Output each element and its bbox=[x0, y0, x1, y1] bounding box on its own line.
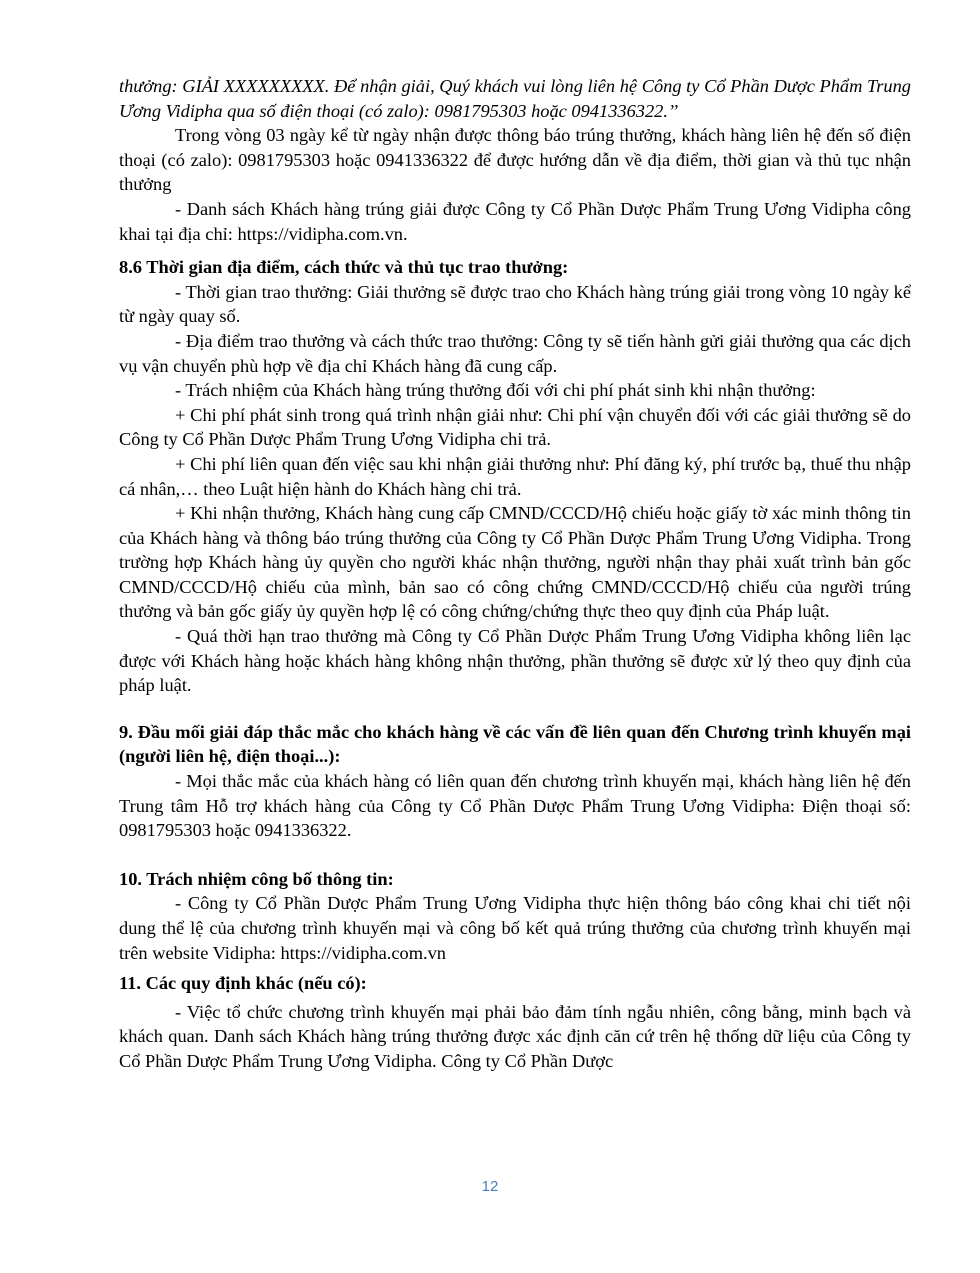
paragraph: - Địa điểm trao thưởng và cách thức trao thưởng: Công ty sẽ tiến hành gửi giải thưởng qua các dịch vụ vận chuyển phù hợp về địa chỉ Khách hàng đã cung cấp. bbox=[119, 330, 911, 376]
section-heading-8-6: 8.6 Thời gian địa điểm, cách thức và thủ tục trao thưởng: bbox=[119, 257, 569, 278]
paragraph: - Việc tổ chức chương trình khuyến mại phải bảo đảm tính ngẫu nhiên, công bằng, minh bạch và khách quan. Danh sách Khách hàng trúng thưởng được xác định căn cứ trên hệ thống dữ liệu của Công ty Cổ Phần Dược Phẩm Trung Ương Vidipha. Công ty Cổ Phần Dược bbox=[119, 1001, 911, 1071]
paragraph: + Khi nhận thưởng, Khách hàng cung cấp CMND/CCCD/Hộ chiếu hoặc giấy tờ xác minh thông tin của Khách hàng và thông báo trúng thưởng của Công ty Cổ Phần Dược Phẩm Trung Ương Vidipha. Trong trường hợp Khách hàng ủy quyền cho người khác nhận thưởng, người nhận thay phải xuất trình bản gốc CMND/CCCD/Hộ chiếu của mình, bản sao có công chứng CMND/CCCD/Hộ chiếu của người trúng thưởng và bản gốc giấy ủy quyền hợp lệ có công chứng/chứng thực theo quy định của Pháp luật. bbox=[119, 503, 911, 622]
page-content bbox=[119, 74, 911, 1074]
section-heading-11: 11. Các quy định khác (nếu có): bbox=[119, 973, 367, 994]
paragraph: + Chi phí phát sinh trong quá trình nhận giải như: Chi phí vận chuyển đối với các giải thưởng sẽ do Công ty Cổ Phần Dược Phẩm Trung Ương Vidipha chi trả. bbox=[119, 404, 911, 450]
paragraph: - Danh sách Khách hàng trúng giải được Công ty Cổ Phần Dược Phẩm Trung Ương Vidipha công khai tại địa chỉ: https://vidipha.com.vn. bbox=[119, 198, 911, 244]
paragraph: + Chi phí liên quan đến việc sau khi nhận giải thưởng như: Phí đăng ký, phí trước bạ, thuế thu nhập cá nhân,… theo Luật hiện hành do Khách hàng chi trả. bbox=[119, 453, 911, 499]
paragraph: - Công ty Cổ Phần Dược Phẩm Trung Ương Vidipha thực hiện thông báo công khai chi tiết nội dung thể lệ của chương trình khuyến mại và công bố kết quả trúng thưởng của chương trình khuyến mại trên website Vidipha: https://vidipha.com.vn bbox=[119, 893, 911, 963]
paragraph: - Thời gian trao thưởng: Giải thưởng sẽ được trao cho Khách hàng trúng giải trong vòng 10 ngày kể từ ngày quay số. bbox=[119, 281, 911, 327]
section-heading-9: 9. Đầu mối giải đáp thắc mắc cho khách hàng về các vấn đề liên quan đến Chương trình khuyến mại (người liên hệ, điện thoại...): bbox=[119, 721, 911, 767]
section-heading-10: 10. Trách nhiệm công bố thông tin: bbox=[119, 868, 394, 889]
prize-notice-quote: thưởng: GIẢI XXXXXXXXX. Để nhận giải, Quý khách vui lòng liên hệ Công ty Cổ Phần Dược Phẩm Trung Ương Vidipha qua số điện thoại (có zalo): 0981795303 hoặc 0941336322.’’ bbox=[119, 76, 911, 121]
paragraph: - Mọi thắc mắc của khách hàng có liên quan đến chương trình khuyến mại, khách hàng liên hệ đến Trung tâm Hỗ trợ khách hàng của Công ty Cổ Phần Dược Phẩm Trung Ương Vidipha: Điện thoại số: 0981795303 hoặc 0941336322. bbox=[119, 771, 911, 841]
page-number: 12 bbox=[481, 1178, 499, 1195]
paragraph: - Quá thời hạn trao thưởng mà Công ty Cổ Phần Dược Phẩm Trung Ương Vidipha không liên lạc được với Khách hàng hoặc khách hàng không nhận thưởng, phần thưởng sẽ được xử lý theo quy định của pháp luật. bbox=[119, 626, 911, 696]
paragraph: Trong vòng 03 ngày kể từ ngày nhận được thông báo trúng thưởng, khách hàng liên hệ đến số điện thoại (có zalo): 0981795303 hoặc 0941336322 để được hướng dẫn về địa điểm, thời gian và thủ tục nhận thưởng bbox=[119, 125, 911, 195]
paragraph: - Trách nhiệm của Khách hàng trúng thưởng đối với chi phí phát sinh khi nhận thưởng: bbox=[175, 380, 816, 401]
